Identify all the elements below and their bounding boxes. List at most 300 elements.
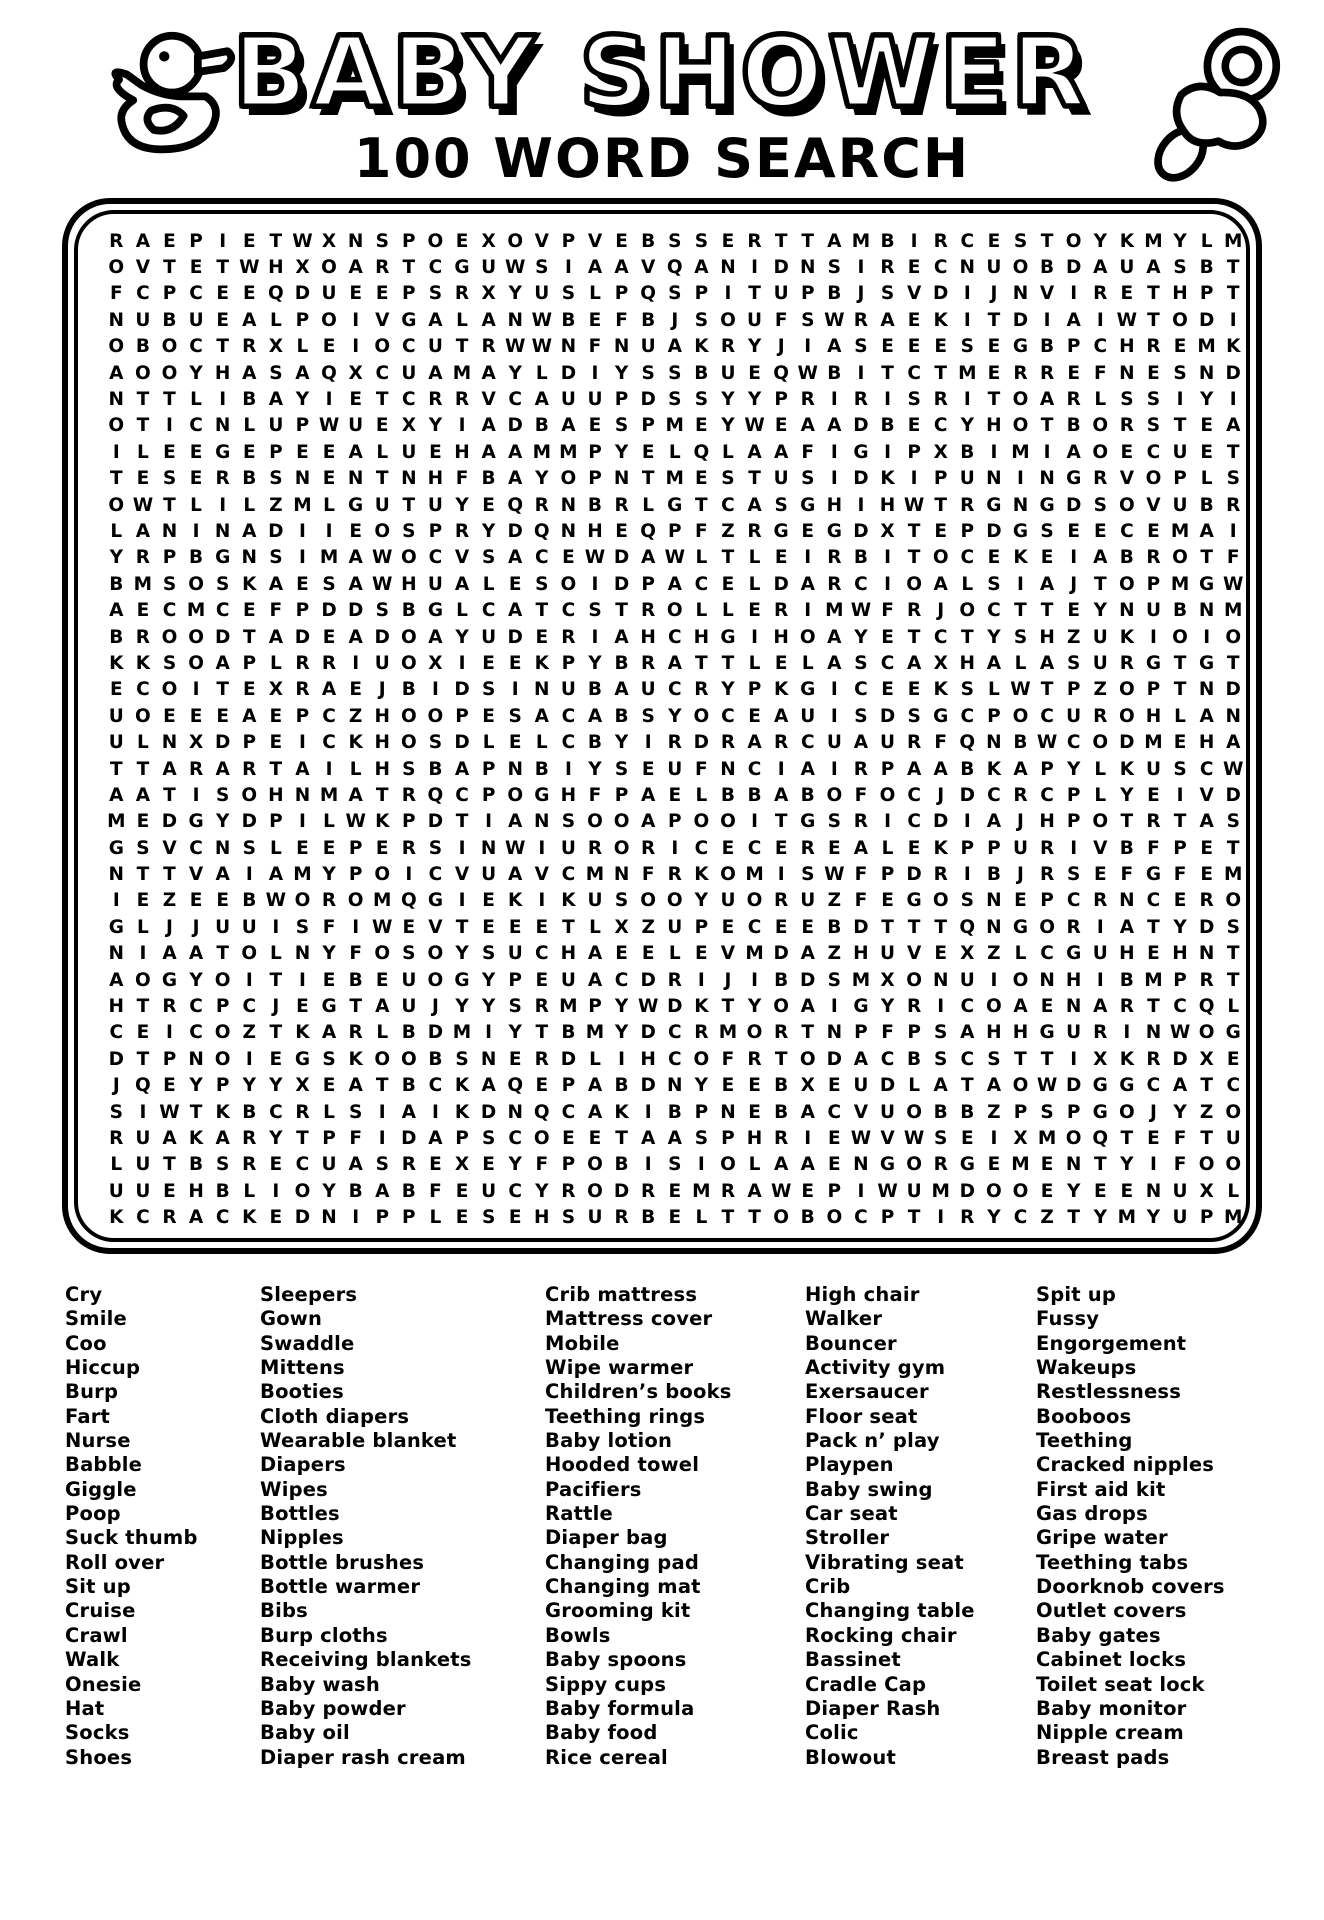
grid-letter[interactable]: T <box>774 230 788 252</box>
grid-letter[interactable]: T <box>615 1127 628 1149</box>
grid-letter[interactable]: C <box>402 336 416 358</box>
grid-letter[interactable]: I <box>1070 547 1078 569</box>
grid-letter[interactable]: R <box>667 732 682 754</box>
grid-letter[interactable]: P <box>1066 679 1081 701</box>
grid-letter[interactable]: H <box>108 996 125 1018</box>
grid-letter[interactable]: A <box>348 573 363 595</box>
word-list-item[interactable]: Cloth diapers <box>260 1404 410 1428</box>
grid-letter[interactable]: C <box>933 257 948 279</box>
grid-letter[interactable]: G <box>294 1048 311 1070</box>
grid-letter[interactable]: E <box>455 1180 469 1202</box>
grid-letter[interactable]: E <box>535 626 549 648</box>
grid-letter[interactable]: S <box>987 1048 1001 1070</box>
grid-letter[interactable]: E <box>588 309 602 331</box>
grid-letter[interactable]: I <box>139 1101 147 1123</box>
grid-letter[interactable]: A <box>800 1154 815 1176</box>
grid-letter[interactable]: G <box>1039 1022 1055 1044</box>
grid-letter[interactable]: L <box>589 916 601 938</box>
grid-letter[interactable]: D <box>1119 732 1135 754</box>
grid-letter[interactable]: K <box>933 309 948 331</box>
grid-letter[interactable]: V <box>720 943 736 965</box>
grid-letter[interactable]: S <box>535 257 549 279</box>
grid-letter[interactable]: G <box>667 494 683 516</box>
grid-letter[interactable]: Y <box>721 389 735 411</box>
grid-letter[interactable]: E <box>987 230 1001 252</box>
grid-letter[interactable]: I <box>751 626 758 648</box>
grid-letter[interactable]: R <box>1093 890 1108 912</box>
word-list-item[interactable]: Cracked nipples <box>1036 1453 1215 1477</box>
grid-letter[interactable]: S <box>960 679 974 701</box>
word-list-item[interactable]: Cry <box>65 1283 103 1306</box>
grid-letter[interactable]: I <box>112 441 120 463</box>
grid-letter[interactable]: V <box>454 864 470 886</box>
grid-letter[interactable]: O <box>400 1048 417 1070</box>
grid-letter[interactable]: G <box>1119 1075 1135 1097</box>
grid-letter[interactable]: M <box>293 864 312 886</box>
grid-letter[interactable]: M <box>931 1180 950 1202</box>
grid-letter[interactable]: A <box>348 626 363 648</box>
grid-letter[interactable]: I <box>830 705 838 727</box>
word-list-item[interactable]: Children’s books <box>545 1380 732 1404</box>
grid-letter[interactable]: W <box>1223 758 1244 780</box>
word-list-item[interactable]: Socks <box>65 1721 130 1745</box>
grid-letter[interactable]: S <box>614 415 629 437</box>
grid-letter[interactable]: L <box>243 494 256 516</box>
grid-letter[interactable]: N <box>108 389 125 411</box>
grid-letter[interactable]: Y <box>960 415 974 437</box>
grid-letter[interactable]: V <box>906 943 922 965</box>
grid-letter[interactable]: A <box>827 652 842 674</box>
grid-letter[interactable]: D <box>1198 916 1215 938</box>
grid-letter[interactable]: A <box>1199 811 1214 833</box>
grid-letter[interactable]: Y <box>1199 389 1214 411</box>
grid-letter[interactable]: O <box>1225 626 1242 648</box>
grid-letter[interactable]: R <box>215 468 230 490</box>
grid-letter[interactable]: I <box>192 520 200 542</box>
grid-letter[interactable]: P <box>1146 573 1161 595</box>
grid-letter[interactable]: R <box>454 389 470 411</box>
grid-letter[interactable]: A <box>109 784 124 806</box>
grid-letter[interactable]: A <box>773 441 789 463</box>
grid-letter[interactable]: D <box>1012 309 1029 331</box>
grid-letter[interactable]: X <box>481 230 496 252</box>
grid-letter[interactable]: D <box>294 626 311 648</box>
grid-letter[interactable]: X <box>800 1075 815 1097</box>
grid-letter[interactable]: T <box>934 494 948 516</box>
grid-letter[interactable]: E <box>482 705 495 727</box>
grid-letter[interactable]: E <box>1120 283 1134 305</box>
grid-letter[interactable]: U <box>1092 626 1108 648</box>
grid-letter[interactable]: C <box>907 784 921 806</box>
grid-letter[interactable]: R <box>774 890 789 912</box>
grid-letter[interactable]: B <box>933 1101 948 1123</box>
grid-letter[interactable]: E <box>508 652 522 674</box>
grid-letter[interactable]: T <box>721 996 735 1018</box>
grid-letter[interactable]: E <box>163 441 176 463</box>
grid-letter[interactable]: C <box>880 1048 895 1070</box>
grid-letter[interactable]: C <box>428 547 443 569</box>
grid-letter[interactable]: D <box>640 969 656 991</box>
word-list-item[interactable]: Outlet covers <box>1036 1599 1187 1623</box>
grid-letter[interactable]: Y <box>987 626 1001 648</box>
grid-letter[interactable]: N <box>826 1022 843 1044</box>
grid-letter[interactable]: G <box>879 1154 896 1176</box>
grid-letter[interactable]: I <box>857 1180 865 1202</box>
grid-letter[interactable]: D <box>826 1048 842 1070</box>
grid-letter[interactable]: I <box>352 916 360 938</box>
word-list-item[interactable]: Gripe water <box>1036 1526 1168 1550</box>
grid-letter[interactable]: T <box>907 916 921 938</box>
grid-letter[interactable]: H <box>374 732 390 754</box>
grid-letter[interactable]: E <box>721 230 735 252</box>
grid-letter[interactable]: U <box>1145 758 1161 780</box>
grid-letter[interactable]: T <box>801 230 815 252</box>
grid-letter[interactable]: U <box>800 705 816 727</box>
grid-letter[interactable]: G <box>1199 652 1215 674</box>
grid-letter[interactable]: X <box>933 441 948 463</box>
grid-letter[interactable]: I <box>1150 1154 1157 1176</box>
grid-letter[interactable]: P <box>428 520 443 542</box>
grid-letter[interactable]: P <box>1199 1207 1214 1229</box>
grid-letter[interactable]: I <box>299 969 306 991</box>
grid-letter[interactable]: C <box>960 996 975 1018</box>
grid-letter[interactable]: U <box>906 1180 922 1202</box>
grid-letter[interactable]: C <box>1120 520 1134 542</box>
grid-letter[interactable]: I <box>458 890 466 912</box>
word-list-item[interactable]: Suck thumb <box>65 1526 198 1550</box>
grid-letter[interactable]: Y <box>668 705 682 727</box>
grid-letter[interactable]: L <box>269 309 282 331</box>
grid-letter[interactable]: B <box>800 1207 815 1229</box>
grid-letter[interactable]: U <box>1092 652 1108 674</box>
word-list-item[interactable]: Receiving blankets <box>260 1648 472 1672</box>
grid-letter[interactable]: I <box>804 336 812 358</box>
grid-letter[interactable]: O <box>108 336 125 358</box>
grid-letter[interactable]: K <box>694 336 709 358</box>
grid-letter[interactable]: L <box>456 600 468 622</box>
grid-letter[interactable]: C <box>1013 1207 1028 1229</box>
grid-letter[interactable]: A <box>800 415 815 437</box>
grid-letter[interactable]: P <box>508 969 522 991</box>
grid-letter[interactable]: M <box>1011 441 1030 463</box>
grid-letter[interactable]: I <box>272 1180 280 1202</box>
grid-letter[interactable]: I <box>1229 520 1237 542</box>
grid-letter[interactable]: B <box>694 362 709 384</box>
grid-letter[interactable]: A <box>800 996 815 1018</box>
grid-letter[interactable]: F <box>1173 1154 1187 1176</box>
grid-letter[interactable]: A <box>800 943 815 965</box>
grid-letter[interactable]: R <box>1146 1048 1161 1070</box>
grid-letter[interactable]: P <box>588 996 602 1018</box>
grid-letter[interactable]: G <box>108 916 124 938</box>
grid-letter[interactable]: F <box>588 336 602 358</box>
grid-letter[interactable]: V <box>428 916 443 938</box>
grid-letter[interactable]: G <box>800 679 816 701</box>
grid-letter[interactable]: D <box>667 996 683 1018</box>
grid-letter[interactable]: P <box>295 600 310 622</box>
grid-letter[interactable]: U <box>108 1180 124 1202</box>
grid-letter[interactable]: U <box>800 890 816 912</box>
grid-letter[interactable]: C <box>295 1154 310 1176</box>
grid-letter[interactable]: E <box>535 916 549 938</box>
grid-letter[interactable]: A <box>694 257 709 279</box>
grid-letter[interactable]: C <box>667 626 682 648</box>
grid-letter[interactable]: U <box>401 362 417 384</box>
word-list-item[interactable]: Hiccup <box>65 1356 141 1380</box>
grid-letter[interactable]: I <box>990 441 998 463</box>
word-list-item[interactable]: Bouncer <box>805 1331 897 1355</box>
grid-letter[interactable]: I <box>564 758 572 780</box>
grid-letter[interactable]: A <box>667 1127 682 1149</box>
grid-letter[interactable]: E <box>881 626 894 648</box>
grid-letter[interactable]: I <box>1176 389 1184 411</box>
grid-letter[interactable]: B <box>827 362 842 384</box>
grid-letter[interactable]: Y <box>481 996 496 1018</box>
grid-letter[interactable]: T <box>695 494 708 516</box>
grid-letter[interactable]: N <box>108 864 125 886</box>
grid-letter[interactable]: D <box>640 389 656 411</box>
grid-letter[interactable]: O <box>214 1048 231 1070</box>
grid-letter[interactable]: I <box>963 283 971 305</box>
grid-letter[interactable]: D <box>640 1075 656 1097</box>
word-list-item[interactable]: Nurse <box>65 1429 131 1453</box>
grid-letter[interactable]: A <box>933 1075 948 1097</box>
grid-letter[interactable]: I <box>963 389 971 411</box>
grid-letter[interactable]: E <box>1067 362 1080 384</box>
grid-letter[interactable]: A <box>747 441 762 463</box>
grid-letter[interactable]: P <box>614 784 629 806</box>
grid-letter[interactable]: K <box>348 732 363 754</box>
word-list-item[interactable]: Wearable blanket <box>260 1429 457 1453</box>
grid-letter[interactable]: L <box>136 441 149 463</box>
grid-letter[interactable]: O <box>1012 705 1029 727</box>
grid-letter[interactable]: S <box>934 1048 948 1070</box>
grid-letter[interactable]: G <box>1012 916 1029 938</box>
grid-letter[interactable]: P <box>269 811 283 833</box>
grid-letter[interactable]: O <box>1092 811 1109 833</box>
grid-letter[interactable]: Q <box>427 784 444 806</box>
grid-letter[interactable]: T <box>774 1048 788 1070</box>
grid-letter[interactable]: P <box>561 230 576 252</box>
grid-letter[interactable]: A <box>481 415 496 437</box>
grid-letter[interactable]: W <box>505 257 526 279</box>
grid-letter[interactable]: E <box>1093 520 1107 542</box>
grid-letter[interactable]: C <box>747 916 762 938</box>
word-list-item[interactable]: Diaper rash cream <box>260 1745 466 1769</box>
grid-letter[interactable]: O <box>321 309 337 331</box>
grid-letter[interactable]: G <box>1145 652 1162 674</box>
word-list-item[interactable]: Sleepers <box>260 1283 358 1306</box>
grid-letter[interactable]: W <box>372 916 393 938</box>
grid-letter[interactable]: I <box>857 362 865 384</box>
grid-letter[interactable]: E <box>1067 520 1080 542</box>
grid-letter[interactable]: U <box>534 283 550 305</box>
grid-letter[interactable]: W <box>1010 679 1031 701</box>
grid-letter[interactable]: S <box>322 573 336 595</box>
grid-letter[interactable]: L <box>748 652 761 674</box>
grid-letter[interactable]: V <box>587 230 603 252</box>
grid-letter[interactable]: R <box>401 784 416 806</box>
grid-letter[interactable]: O <box>1012 257 1029 279</box>
grid-letter[interactable]: C <box>481 600 496 622</box>
grid-letter[interactable]: S <box>907 705 921 727</box>
grid-letter[interactable]: O <box>773 996 789 1018</box>
word-list-item[interactable]: Nipples <box>260 1526 344 1550</box>
grid-letter[interactable]: Q <box>640 283 657 305</box>
grid-letter[interactable]: S <box>1093 494 1107 516</box>
grid-letter[interactable]: J <box>671 309 679 331</box>
grid-letter[interactable]: O <box>400 626 417 648</box>
grid-letter[interactable]: W <box>850 1127 872 1149</box>
grid-letter[interactable]: A <box>587 969 603 991</box>
grid-letter[interactable]: E <box>163 1075 176 1097</box>
grid-letter[interactable]: T <box>748 283 761 305</box>
grid-letter[interactable]: B <box>614 652 629 674</box>
grid-letter[interactable]: P <box>242 652 257 674</box>
grid-letter[interactable]: T <box>1226 283 1240 305</box>
grid-letter[interactable]: E <box>482 916 495 938</box>
grid-letter[interactable]: E <box>508 573 522 595</box>
grid-letter[interactable]: O <box>1118 679 1135 701</box>
grid-letter[interactable]: S <box>854 652 868 674</box>
grid-letter[interactable]: E <box>801 520 815 542</box>
grid-letter[interactable]: I <box>538 837 546 859</box>
grid-letter[interactable]: U <box>560 969 576 991</box>
grid-letter[interactable]: C <box>960 1048 975 1070</box>
grid-letter[interactable]: C <box>136 1207 150 1229</box>
word-list-item[interactable]: Changing pad <box>545 1550 699 1574</box>
grid-letter[interactable]: B <box>561 1022 576 1044</box>
grid-letter[interactable]: Z <box>162 890 177 912</box>
grid-letter[interactable]: S <box>801 309 815 331</box>
grid-letter[interactable]: Y <box>295 389 310 411</box>
grid-letter[interactable]: Y <box>455 996 469 1018</box>
word-list-item[interactable]: Swaddle <box>260 1331 355 1355</box>
grid-letter[interactable]: O <box>1012 1075 1029 1097</box>
grid-letter[interactable]: A <box>428 309 443 331</box>
grid-letter[interactable]: E <box>375 837 389 859</box>
grid-letter[interactable]: N <box>720 1101 736 1123</box>
grid-letter[interactable]: T <box>136 996 150 1018</box>
grid-letter[interactable]: O <box>799 1048 816 1070</box>
word-list-item[interactable]: Walker <box>805 1307 883 1331</box>
grid-letter[interactable]: E <box>588 415 602 437</box>
grid-letter[interactable]: H <box>1119 336 1135 358</box>
grid-letter[interactable]: A <box>242 705 257 727</box>
grid-letter[interactable]: G <box>906 890 922 912</box>
grid-letter[interactable]: R <box>774 1022 789 1044</box>
grid-letter[interactable]: I <box>857 494 865 516</box>
grid-letter[interactable]: N <box>480 837 497 859</box>
grid-letter[interactable]: K <box>933 837 948 859</box>
grid-letter[interactable]: E <box>429 441 442 463</box>
grid-letter[interactable]: R <box>800 837 815 859</box>
grid-letter[interactable]: I <box>830 758 838 780</box>
grid-letter[interactable]: B <box>1119 837 1134 859</box>
grid-letter[interactable]: T <box>375 389 389 411</box>
grid-letter[interactable]: S <box>668 389 682 411</box>
grid-letter[interactable]: G <box>853 441 869 463</box>
grid-letter[interactable]: B <box>1199 257 1214 279</box>
word-list-item[interactable]: Baby formula <box>545 1696 695 1720</box>
grid-letter[interactable]: I <box>910 230 918 252</box>
grid-letter[interactable]: P <box>481 784 496 806</box>
grid-letter[interactable]: U <box>401 441 417 463</box>
grid-letter[interactable]: K <box>1119 1048 1135 1070</box>
word-list-item[interactable]: Cradle Cap <box>805 1672 927 1696</box>
grid-letter[interactable]: P <box>880 758 895 780</box>
grid-letter[interactable]: P <box>1040 758 1054 780</box>
grid-letter[interactable]: Q <box>666 257 683 279</box>
grid-letter[interactable]: I <box>1070 837 1078 859</box>
grid-letter[interactable]: A <box>242 520 257 542</box>
grid-letter[interactable]: T <box>1014 1048 1027 1070</box>
grid-letter[interactable]: E <box>987 547 1001 569</box>
grid-letter[interactable]: A <box>1066 441 1081 463</box>
grid-letter[interactable]: A <box>853 837 869 859</box>
grid-letter[interactable]: Y <box>508 283 522 305</box>
grid-letter[interactable]: R <box>960 494 975 516</box>
grid-letter[interactable]: T <box>1093 1154 1107 1176</box>
grid-letter[interactable]: S <box>588 600 602 622</box>
grid-letter[interactable]: I <box>990 969 998 991</box>
grid-letter[interactable]: K <box>109 652 124 674</box>
grid-letter[interactable]: I <box>458 652 466 674</box>
grid-letter[interactable]: S <box>269 362 283 384</box>
grid-letter[interactable]: L <box>110 520 123 542</box>
grid-letter[interactable]: T <box>402 494 416 516</box>
grid-letter[interactable]: C <box>535 547 549 569</box>
grid-letter[interactable]: N <box>1119 362 1135 384</box>
grid-letter[interactable]: G <box>933 705 949 727</box>
grid-letter[interactable]: O <box>1118 494 1135 516</box>
grid-letter[interactable]: S <box>1226 811 1240 833</box>
grid-letter[interactable]: V <box>135 257 151 279</box>
grid-letter[interactable]: A <box>215 758 230 780</box>
grid-letter[interactable]: O <box>241 943 258 965</box>
grid-letter[interactable]: O <box>720 1154 736 1176</box>
grid-letter[interactable]: X <box>614 916 629 938</box>
grid-letter[interactable]: N <box>294 784 311 806</box>
grid-letter[interactable]: R <box>1119 996 1134 1018</box>
grid-letter[interactable]: O <box>507 784 524 806</box>
grid-letter[interactable]: P <box>561 1154 576 1176</box>
grid-letter[interactable]: E <box>588 1127 602 1149</box>
grid-letter[interactable]: Y <box>614 1022 629 1044</box>
grid-letter[interactable]: R <box>774 600 789 622</box>
word-list-item[interactable]: Bowls <box>545 1623 611 1647</box>
grid-letter[interactable]: C <box>667 1022 682 1044</box>
grid-letter[interactable]: B <box>348 1180 363 1202</box>
grid-letter[interactable]: R <box>906 600 922 622</box>
grid-letter[interactable]: B <box>667 1101 682 1123</box>
grid-letter[interactable]: R <box>481 336 496 358</box>
grid-letter[interactable]: K <box>1119 626 1135 648</box>
grid-letter[interactable]: Z <box>1066 626 1081 648</box>
grid-letter[interactable]: M <box>1224 230 1243 252</box>
grid-letter[interactable]: L <box>589 283 601 305</box>
grid-letter[interactable]: B <box>1040 257 1055 279</box>
word-list-item[interactable]: Hooded towel <box>545 1453 700 1477</box>
grid-letter[interactable]: L <box>136 732 149 754</box>
grid-letter[interactable]: N <box>161 520 178 542</box>
grid-letter[interactable]: B <box>481 468 496 490</box>
grid-letter[interactable]: E <box>1093 864 1107 886</box>
word-list-item[interactable]: Baby oil <box>260 1721 350 1745</box>
word-list-item[interactable]: Toilet seat lock <box>1036 1672 1205 1696</box>
grid-letter[interactable]: H <box>986 415 1002 437</box>
grid-letter[interactable]: K <box>694 864 709 886</box>
